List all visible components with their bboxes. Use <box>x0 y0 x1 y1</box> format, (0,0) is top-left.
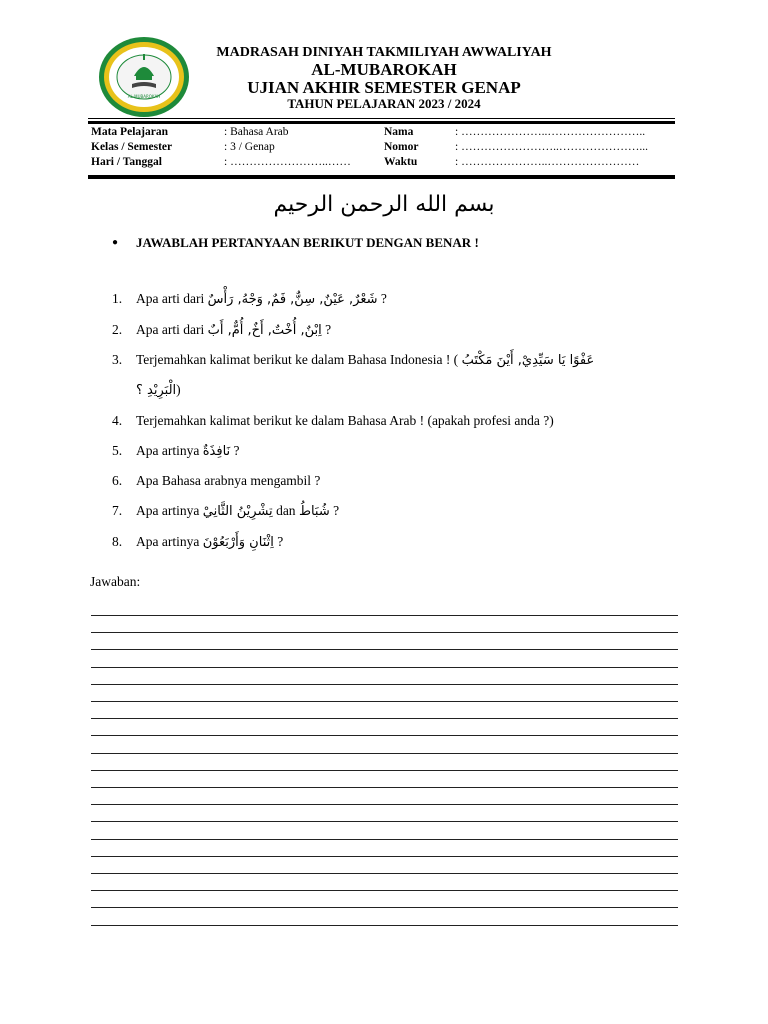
answer-line[interactable] <box>91 907 678 908</box>
question-arabic: اِبْنٌ, أُخْتٌ, أَخٌ, أُمٌّ, أَبٌ <box>207 323 322 338</box>
answer-line[interactable] <box>91 839 678 840</box>
exam-title: UJIAN AKHIR SEMESTER GENAP <box>247 78 521 97</box>
instruction-text: JAWABLAH PERTANYAAN BERIKUT DENGAN BENAR ! <box>136 235 479 250</box>
time-label: Waktu <box>384 156 418 168</box>
question-text: Apa arti dari <box>136 322 208 337</box>
question-suffix: ? <box>377 291 387 306</box>
answer-line[interactable] <box>91 821 678 822</box>
question-text: Apa arti dari <box>136 291 208 306</box>
question-number: 8. <box>112 534 123 549</box>
question-arabic: شَعْرٌ, عَيْنٌ, سِنٌّ, فَمٌ, وَجْهُ, رَأْسٌ <box>207 292 378 307</box>
answer-line[interactable] <box>91 718 678 719</box>
subject-label: Mata Pelajaran <box>91 126 168 138</box>
subject-value: : Bahasa Arab <box>224 126 289 138</box>
header-divider-thick <box>88 121 675 124</box>
answer-line[interactable] <box>91 632 678 633</box>
question-text: Terjemahkan kalimat berikut ke dalam Bahasa Arab ! (apakah profesi anda ?) <box>136 413 554 428</box>
question-arabic: اِثْنَانِ وَأَرْبَعُوْنَ <box>202 535 274 550</box>
answer-label: Jawaban: <box>90 574 141 589</box>
question-text: Apa artinya <box>136 443 203 458</box>
question-8 <box>112 534 283 550</box>
school-emblem-icon <box>98 36 190 118</box>
instruction <box>112 235 479 251</box>
question-1 <box>112 291 387 307</box>
question-arabic: شُبَاطُ <box>298 504 330 519</box>
question-text: Terjemahkan kalimat berikut ke dalam Bahasa Indonesia ! ( <box>136 352 462 367</box>
answer-line[interactable] <box>91 873 678 874</box>
question-number: 7. <box>112 503 123 518</box>
question-5 <box>112 443 240 459</box>
answer-line[interactable] <box>91 615 678 616</box>
question-arabic: عَفْوًا يَا سَيِّدِيْ, أَيْنَ مَكْتَبُ <box>461 353 595 368</box>
question-3-continuation <box>136 382 181 398</box>
question-number: 5. <box>112 443 123 458</box>
name-field[interactable]: : …………………..…………………….. <box>455 126 646 138</box>
class-semester-value: : 3 / Genap <box>224 141 275 153</box>
school-type-title: MADRASAH DINIYAH TAKMILIYAH AWWALIYAH <box>216 45 552 60</box>
question-4 <box>112 413 554 429</box>
bismillah-heading: بسم الله الرحمن الرحيم <box>273 192 495 217</box>
answer-line[interactable] <box>91 925 678 926</box>
name-label: Nama <box>384 126 414 138</box>
question-text: dan <box>272 503 299 518</box>
answer-line[interactable] <box>91 753 678 754</box>
question-suffix: ) <box>176 382 181 397</box>
number-field[interactable]: : ……………………..…………………... <box>455 141 648 153</box>
answer-line[interactable] <box>91 684 678 685</box>
question-suffix: ? <box>321 322 332 337</box>
answer-line[interactable] <box>91 667 678 668</box>
info-divider <box>88 175 675 179</box>
question-3 <box>112 352 594 368</box>
question-text: Apa artinya <box>136 503 203 518</box>
number-label: Nomor <box>384 141 419 153</box>
question-text: Apa Bahasa arabnya mengambil ? <box>136 473 321 488</box>
academic-year: TAHUN PELAJARAN 2023 / 2024 <box>287 96 481 111</box>
answer-line[interactable] <box>91 787 678 788</box>
question-suffix: ? <box>273 534 284 549</box>
day-date-field[interactable]: : ……………………..…… <box>224 156 351 168</box>
bullet-icon: ● <box>112 237 119 248</box>
header-divider-thin <box>88 118 675 119</box>
question-arabic: تِشْرِيْنُ الثَّانِيْ <box>202 504 273 519</box>
question-number: 6. <box>112 473 123 488</box>
answer-line[interactable] <box>91 701 678 702</box>
question-number: 1. <box>112 291 123 306</box>
question-number: 3. <box>112 352 123 367</box>
answer-line[interactable] <box>91 770 678 771</box>
answer-line[interactable] <box>91 735 678 736</box>
question-7 <box>112 503 339 519</box>
question-arabic: نَافِذَةٌ <box>202 444 231 459</box>
question-2 <box>112 322 331 338</box>
question-arabic: الْبَرِيْدِ ؟ <box>136 383 177 398</box>
question-text: Apa artinya <box>136 534 203 549</box>
class-semester-label: Kelas / Semester <box>91 141 173 153</box>
question-number: 2. <box>112 322 123 337</box>
svg-text:AL-MUBAROKAH: AL-MUBAROKAH <box>127 94 161 99</box>
answer-line[interactable] <box>91 804 678 805</box>
question-number: 4. <box>112 413 123 428</box>
time-field[interactable]: : …………………..…………………… <box>455 156 640 168</box>
question-suffix: ? <box>329 503 340 518</box>
question-suffix: ? <box>230 443 240 458</box>
day-date-label: Hari / Tanggal <box>91 156 162 168</box>
question-6 <box>112 473 320 489</box>
answer-line[interactable] <box>91 856 678 857</box>
answer-line[interactable] <box>91 649 678 650</box>
school-name: AL-MUBAROKAH <box>311 60 457 79</box>
answer-line[interactable] <box>91 890 678 891</box>
